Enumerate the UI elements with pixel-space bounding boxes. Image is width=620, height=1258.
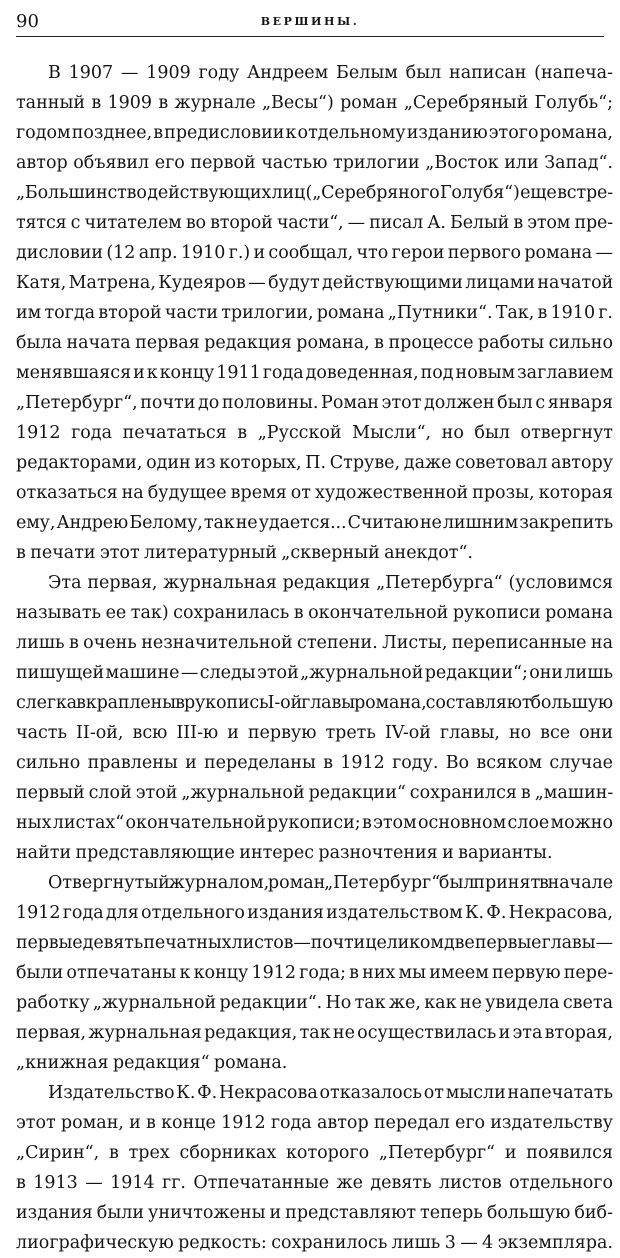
text-line: редакторами, один из которых, П. Струве, даже советовал автору <box>16 453 613 473</box>
body-text <box>16 58 613 1258</box>
text-line: называть ее так) сохранилась в окончательной рукописи романа <box>16 603 613 623</box>
header-rule <box>16 36 604 37</box>
text-line: в печати этот литературный „скверный анекдот“. <box>16 543 473 563</box>
text-line: танный в 1909 в журнале „Весы“) роман „Серебряный Голубь“; <box>16 93 613 113</box>
text-line: сильно правлены и переделаны в 1912 году. Во всяком случае <box>16 753 613 773</box>
text-line: тятся с читателем во второй части“, — писал А. Белый в этом пре- <box>16 213 613 233</box>
text-line: „Большинство действующих лиц („Серебряного Голубя“) еще встре- <box>16 183 613 203</box>
text-line: „Сирин“, в трех сборниках которого „Петербург“ и появился <box>16 1143 613 1163</box>
text-line: этот роман, и в конце 1912 года автор передал его издательству <box>16 1113 613 1133</box>
text-line: ных листах“ окончательной рукописи; в этом основном слое можно <box>16 813 613 833</box>
paragraph-1 <box>16 58 613 568</box>
text-line: была начата первая редакция романа, в процессе работы сильно <box>16 333 613 353</box>
text-line: дисловии (12 апр. 1910 г.) и сообщал, что герои первого романа — <box>16 243 613 263</box>
text-line: первый слой этой „журнальной редакции“ сохранился в „машин- <box>16 783 614 803</box>
text-line: 1912 года печататься в „Русской Мысли“, но был отвергнут <box>16 423 613 443</box>
text-line: работку „журнальной редакции“. Но так же, как не увидела света <box>16 993 613 1013</box>
text-line: годом позднее, в предисловии к отдельному изданию этого романа, <box>16 123 613 143</box>
text-line: менявшаяся и к концу 1911 года доведенная, под новым заглавием <box>16 363 614 383</box>
text-line: первые девять печатных листов—почти целиком две первые главы — <box>16 933 613 953</box>
text-line: Эта первая, журнальная редакция „Петербурга“ (условимся <box>48 573 613 593</box>
running-head <box>16 10 604 36</box>
text-line: им тогда второй части трилогии, романа „Путники“. Так, в 1910 г. <box>16 303 613 323</box>
text-line: Катя, Матрена, Кудеяров — будут действующими лицами начатой <box>16 273 614 293</box>
text-line: были отпечатаны к концу 1912 года; в них мы имеем первую пере- <box>16 963 614 983</box>
paragraph-2 <box>16 568 613 868</box>
text-line: В 1907 — 1909 году Андреем Белым был написан (напеча- <box>48 63 613 83</box>
text-line: слегка вкраплены в рукопись I-ой главы романа, составляют большую <box>16 693 613 713</box>
paragraph-3 <box>16 868 613 1078</box>
text-line: найти представляющие интерес разночтения и варианты. <box>16 843 553 863</box>
text-line: лиографическую редкость: сохранилось лишь 3 — 4 экземпляра. <box>16 1233 613 1253</box>
text-line: „Петербург“, почти до половины. Роман этот должен был с января <box>16 393 613 413</box>
text-line: лишь в очень незначительной степени. Листы, переписанные на <box>16 633 613 653</box>
text-line: Издательство К. Ф. Некрасова отказалось от мысли напечатать <box>48 1083 613 1103</box>
text-line: часть II-ой, всю III-ю и первую треть IV-ой главы, но все они <box>16 723 613 743</box>
text-line: издания были уничтожены и представляют теперь большую биб- <box>16 1203 613 1223</box>
text-line: в 1913 — 1914 гг. Отпечатанные же девять листов отдельного <box>16 1173 613 1193</box>
text-line: ему, Андрею Белому, так не удается... Считаю не лишним закрепить <box>16 513 613 533</box>
running-title: ВЕРШИНЫ. <box>260 15 360 28</box>
text-line: 1912 года для отдельного издания издательством К. Ф. Некрасова, <box>16 903 613 923</box>
text-line: отказаться на будущее время от художественной прозы, которая <box>16 483 613 503</box>
paragraph-4 <box>16 1078 613 1258</box>
text-line: „книжная редакция“ романа. <box>16 1053 288 1073</box>
page-number: 90 <box>16 11 39 32</box>
text-line: автор объявил его первой частью трилогии „Восток или Запад“. <box>16 153 613 173</box>
text-line: Отвергнутый журналом, роман „Петербург“ был принят в начале <box>48 873 614 893</box>
text-line: первая, журнальная редакция, так не осуществилась и эта вторая, <box>16 1023 613 1043</box>
text-line: пишущей машине — следы этой „журнальной редакции“; они лишь <box>16 663 613 683</box>
